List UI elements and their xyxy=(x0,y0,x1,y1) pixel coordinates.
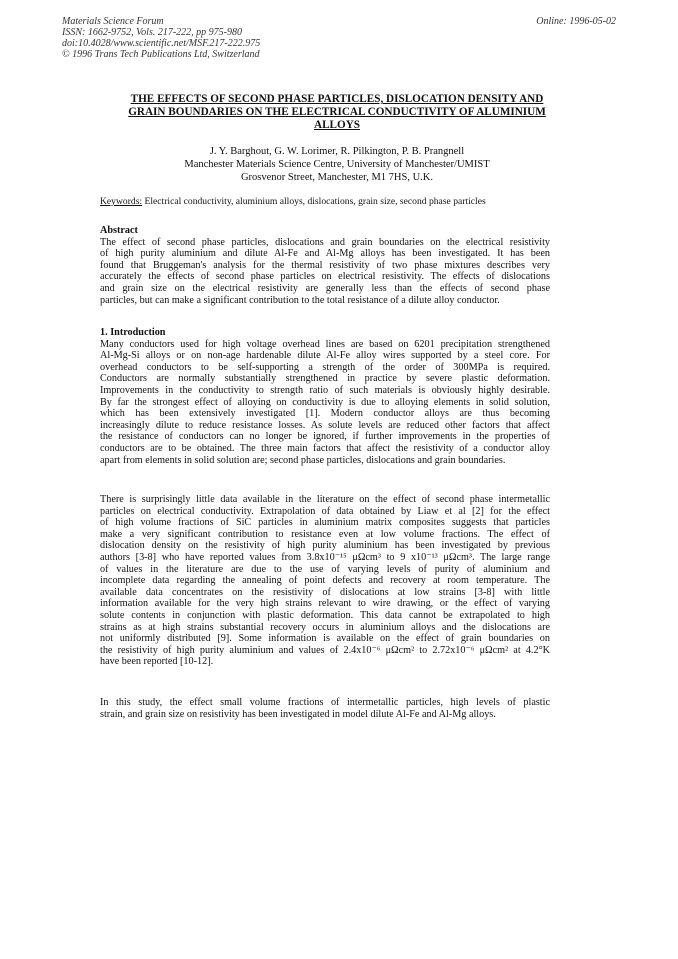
text-line: authors [3-8] who have reported values from 3.8x10⁻¹⁵ μΩcm³ to 9 x10⁻¹³ μΩcm³. The large range xyxy=(100,551,550,563)
author-names: J. Y. Barghout, G. W. Lorimer, R. Pilkington, P. B. Prangnell xyxy=(209,146,465,157)
copyright-line: © 1996 Trans Tech Publications Ltd, Switzerland xyxy=(62,49,260,60)
text-line: There is surprisingly little data available in the literature on the effect of second phase intermetallic xyxy=(100,494,550,505)
text-line: Conductors are normally substantially strengthened in practice by severe plastic deformation. xyxy=(100,373,550,385)
text-line: particles on electrical conductivity. Extrapolation of data obtained by Liaw et al [2] for the effect xyxy=(100,505,550,517)
text-line: found that Bruggeman's analysis for the thermal resistivity of two phase mixtures describes very xyxy=(100,259,550,271)
text-line: solute contents in conjunction with plastic deformation. This data cannot be extrapolated to high xyxy=(100,609,550,621)
paragraph-study xyxy=(100,697,550,720)
text-line: of high volume fractions of SiC particles in aluminium matrix composites suggests that particles xyxy=(100,517,550,529)
text-line: The effect of second phase particles, dislocations and grain boundaries on the electrical resistivity xyxy=(100,236,550,248)
keywords xyxy=(100,196,486,208)
text-line: apart from elements in solid solution are; second phase particles, dislocations and grain boundaries. xyxy=(100,454,506,466)
text-line: not uniformly distributed [9]. Some information is available on the effect of grain boundaries on xyxy=(100,633,550,645)
text-line: of high purity aluminium and dilute Al-Fe and Al-Mg alloys has been investigated. It has been xyxy=(100,248,550,260)
text-line: which has been extensively investigated [1]. Modern conductor alloys are thus becoming xyxy=(100,408,550,420)
text-line: and grain size on the electrical resistivity are generally less than the effects of second phase xyxy=(100,282,550,294)
publication-info xyxy=(62,16,260,60)
paragraph-literature xyxy=(100,494,550,668)
text-line: By far the strongest effect of alloying on conductivity is due to alloying elements in solid solution, xyxy=(100,396,550,408)
abstract-section xyxy=(100,225,550,306)
title-line: ALLOYS xyxy=(313,119,360,131)
text-line: of values in the literature are due to the use of varying levels of purity of aluminium and xyxy=(100,563,550,575)
text-line: particles, but can make a significant contribution to the total resistance of a dilute alloy conductor. xyxy=(100,294,500,306)
address: Grosvenor Street, Manchester, M1 7HS, U.K. xyxy=(240,172,434,183)
text-line: strains as at high strains substantial recovery occurs in aluminium alloys and the dislocations are xyxy=(100,621,550,633)
abstract-heading: Abstract xyxy=(100,225,138,236)
text-line: make a very significant contribution to resistance even at low volume fractions. The effect of xyxy=(100,528,550,540)
journal-name: Materials Science Forum xyxy=(62,16,164,27)
doi-line: doi:10.4028/www.scientific.net/MSF.217-222.975 xyxy=(62,38,261,49)
text-line: accurately the effects of second phase particles on electrical resistivity. The effects of dislocations xyxy=(100,271,550,283)
title-line: THE EFFECTS OF SECOND PHASE PARTICLES, DISLOCATION DENSITY AND xyxy=(130,93,544,105)
text-line: dislocation density on the resistivity of high purity aluminium has been investigated by previous xyxy=(100,540,550,552)
introduction-section xyxy=(100,327,550,466)
text-line: have been reported [10-12]. xyxy=(100,656,214,668)
text-line: increasingly dilute to reduce resistance losses. As solute levels are reduced other factors that affect xyxy=(100,419,550,431)
text-line: available data concentrates on the resistivity of dislocations at low strains [3-8] with little xyxy=(100,586,550,598)
affiliation: Manchester Materials Science Centre, University of Manchester/UMIST xyxy=(184,159,490,170)
paper-title xyxy=(100,93,574,132)
text-line: overhead conductors to be self-supporting a strength of the order of 300MPa is required. xyxy=(100,361,550,373)
text-line: In this study, the effect small volume fractions of intermetallic particles, high levels of plastic xyxy=(100,697,550,708)
keywords-label: Keywords: xyxy=(100,196,143,207)
text-line: the resistance of conductors can no longer be ignored, if further improvements in the properties of xyxy=(100,431,550,443)
title-line: GRAIN BOUNDARIES ON THE ELECTRICAL CONDUCTIVITY OF ALUMINIUM xyxy=(128,106,546,118)
keywords-text: Electrical conductivity, aluminium alloys, dislocations, grain size, second phase particles xyxy=(142,196,486,207)
text-line: Improvements in the conductivity to strength ratio of such materials is obviously highly desirable. xyxy=(100,384,550,396)
text-line: strain, and grain size on resistivity has been investigated in model dilute Al-Fe and Al-Mg alloys. xyxy=(100,708,496,720)
text-line: Al-Mg-Si alloys or on non-age hardenable dilute Al-Fe alloy wires supported by a steel core. For xyxy=(100,350,550,362)
introduction-heading: 1. Introduction xyxy=(100,327,166,338)
author-block xyxy=(100,145,574,184)
text-line: information available for the very high strains relevant to wire drawing, or the effect of varying xyxy=(100,598,550,610)
text-line: Many conductors used for high voltage overhead lines are based on 6201 precipitation strengthened xyxy=(100,338,550,350)
text-line: conductors are to be obtained. The three main factors that affect the resistivity of a conductor alloy xyxy=(100,442,550,454)
issn-line: ISSN: 1662-9752, Vols. 217-222, pp 975-980 xyxy=(62,27,242,38)
text-line: incomplete data regarding the annealing of point defects and recovery at room temperature. The xyxy=(100,575,550,587)
text-line: the resistivity of high purity aluminium and values of 2.4x10⁻⁶ μΩcm² to 2.72x10⁻⁶ μΩcm² at 4.2°K xyxy=(100,644,550,656)
online-date: Online: 1996-05-02 xyxy=(536,16,616,27)
